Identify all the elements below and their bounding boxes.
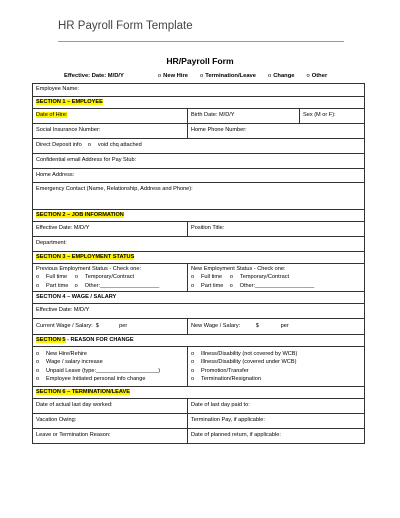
date-of-hire-label: Date of Hire: <box>36 112 68 119</box>
new-hire-option[interactable] <box>158 73 188 79</box>
home-phone-field[interactable]: Home Phone Number: <box>188 124 365 139</box>
reasons-right-group <box>188 347 365 387</box>
reason-illness-wcb: Illness/Disability (covered under WCB) <box>201 359 297 366</box>
planned-return-field[interactable]: Date of planned return, if applicable: <box>188 429 365 444</box>
birth-date-field[interactable]: Birth Date: M/D/Y <box>188 109 300 124</box>
sex-field[interactable]: Sex (M or F): <box>300 109 365 124</box>
circle-icon[interactable]: o <box>36 274 40 281</box>
date-of-hire-field[interactable] <box>33 109 188 124</box>
circle-icon: o <box>306 73 310 79</box>
position-title-field[interactable]: Position Title: <box>188 222 365 237</box>
document-title: HR Payroll Form Template <box>58 20 193 32</box>
wage-effective-date-field[interactable]: Effective Date: M/D/Y <box>33 304 365 319</box>
form-title: HR/Payroll Form <box>166 56 234 66</box>
reason-unpaid-leave: Unpaid Leave (type:____________________) <box>46 367 161 374</box>
circle-icon[interactable]: o <box>74 274 79 281</box>
part-time-option: Part time <box>201 282 224 289</box>
email-field[interactable]: Confidential email Address for Pay Stub: <box>33 154 365 169</box>
change-option[interactable] <box>268 73 295 79</box>
department-field[interactable]: Department: <box>33 237 365 252</box>
circle-icon[interactable]: o <box>191 367 195 374</box>
circle-icon: o <box>157 73 162 79</box>
direct-deposit-field[interactable] <box>33 139 365 154</box>
circle-icon[interactable]: o <box>74 282 78 289</box>
termination-pay-field[interactable]: Termination Pay, if applicable: <box>188 414 365 429</box>
new-status-group <box>188 264 365 292</box>
section-5-title: - REASON FOR CHANGE <box>65 336 134 343</box>
new-wage-field[interactable]: New Wage / Salary: $ per <box>188 319 365 335</box>
section-4-header: SECTION 4 – WAGE / SALARY <box>33 292 365 304</box>
previous-status-label: Previous Employment Status - Check one: <box>36 266 142 273</box>
circle-icon[interactable]: o <box>191 274 195 281</box>
section-2-title: SECTION 2 – JOB INFORMATION <box>36 211 124 218</box>
sin-field[interactable]: Social Insurance Number: <box>33 124 188 139</box>
circle-icon[interactable]: o <box>87 142 92 149</box>
previous-status-group <box>33 264 188 292</box>
current-wage-field[interactable]: Current Wage / Salary: $ per <box>33 319 188 335</box>
change-label: Change <box>273 73 295 79</box>
other-label: Other <box>311 73 328 79</box>
circle-icon[interactable]: o <box>36 359 40 366</box>
circle-icon[interactable]: o <box>36 282 40 289</box>
full-time-option: Full time <box>201 274 223 281</box>
employee-name-field[interactable]: Employee Name: <box>33 84 365 97</box>
emergency-contact-field[interactable]: Emergency Contact (Name, Relationship, Address and Phone): <box>33 183 365 210</box>
section-5-header <box>33 335 365 347</box>
section-1-header <box>33 97 365 109</box>
reason-new-hire: New Hire/Rehire <box>46 351 88 358</box>
circle-icon[interactable]: o <box>229 282 233 289</box>
other-field[interactable]: Other:___________________ <box>84 282 160 289</box>
reason-wage-increase: Wage / salary increase <box>46 359 103 366</box>
vacation-owing-field[interactable]: Vacation Owing: <box>33 414 188 429</box>
circle-icon[interactable]: o <box>191 351 195 358</box>
section-2-header <box>33 210 365 222</box>
termination-leave-label: Termination/Leave <box>205 73 256 79</box>
payroll-form-table <box>32 83 365 444</box>
part-time-option: Part time <box>46 282 69 289</box>
effective-date-label: Effective: Date: M/D/Y <box>64 73 124 79</box>
other-field[interactable]: Other:___________________ <box>239 282 315 289</box>
section-3-header <box>33 252 365 264</box>
circle-icon[interactable]: o <box>191 375 195 382</box>
section-3-title: SECTION 3 – EMPLOYMENT STATUS <box>36 253 135 260</box>
temporary-option: Temporary/Contract <box>84 274 135 281</box>
reason-promotion: Promotion/Transfer <box>201 367 249 374</box>
section-6-header <box>33 387 365 399</box>
reason-illness-not-wcb: Illness/Disability (not covered by WCB) <box>201 351 298 358</box>
home-address-field[interactable]: Home Address: <box>33 169 365 183</box>
reason-personal-info: Employee Initiated personal info change <box>46 375 146 382</box>
termination-leave-option[interactable] <box>200 73 256 79</box>
circle-icon[interactable]: o <box>36 367 40 374</box>
circle-icon[interactable]: o <box>36 375 40 382</box>
effective-options <box>64 73 327 79</box>
circle-icon[interactable]: o <box>191 359 195 366</box>
reasons-left-group <box>33 347 188 387</box>
new-hire-label: New Hire <box>163 73 188 79</box>
circle-icon[interactable]: o <box>191 282 195 289</box>
section-5-title-highlight: SECTION 5 <box>36 336 66 343</box>
full-time-option: Full time <box>46 274 68 281</box>
reason-termination: Termination/Resignation <box>201 375 262 382</box>
temporary-option: Temporary/Contract <box>239 274 290 281</box>
circle-icon: o <box>268 73 272 79</box>
direct-deposit-label: Direct Deposit info <box>36 142 82 149</box>
job-effective-date-field[interactable]: Effective Date: M/D/Y <box>33 222 188 237</box>
last-day-worked-field[interactable]: Date of actual last day worked: <box>33 399 188 414</box>
title-divider <box>58 41 344 42</box>
new-status-label: New Employment Status - Check one: <box>191 266 286 273</box>
section-6-title: SECTION 6 – TERMINATION/LEAVE <box>36 388 130 395</box>
section-1-title: SECTION 1 – EMPLOYEE <box>36 98 103 105</box>
circle-icon[interactable]: o <box>229 274 234 281</box>
circle-icon[interactable]: o <box>36 351 40 358</box>
other-option[interactable] <box>307 73 328 79</box>
circle-icon: o <box>199 73 204 79</box>
void-chq-label: void chq attached <box>97 142 142 149</box>
leave-reason-field[interactable]: Leave or Termination Reason: <box>33 429 188 444</box>
last-day-paid-field[interactable]: Date of last day paid to: <box>188 399 365 414</box>
